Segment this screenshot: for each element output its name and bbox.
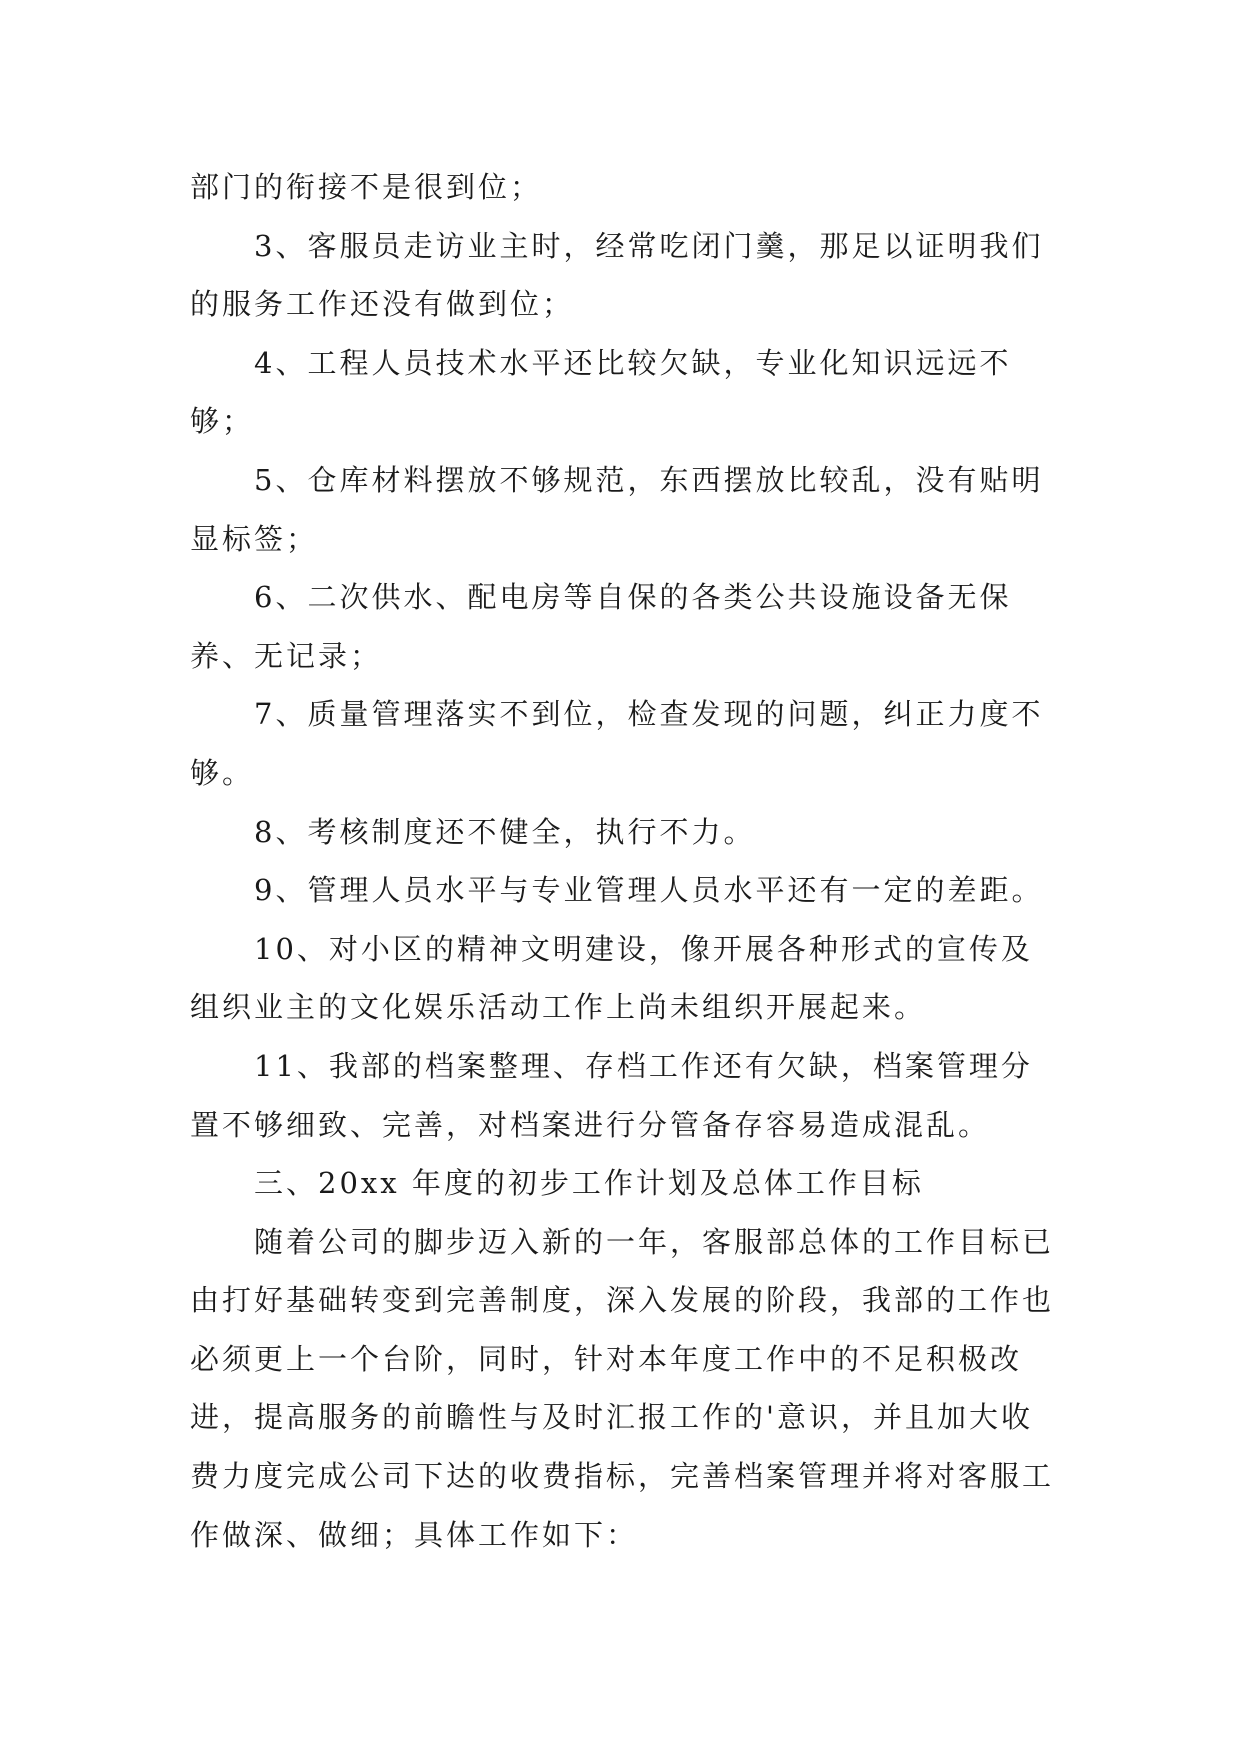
list-item-9: 9、管理人员水平与专业管理人员水平还有一定的差距。 — [254, 873, 1044, 908]
list-item-5: 5、仓库材料摆放不够规范，东西摆放比较乱，没有贴明显标签； — [190, 462, 1044, 556]
list-item-10: 10、对小区的精神文明建设，像开展各种形式的宣传及组织业主的文化娱乐活动工作上尚未组织开展起来。 — [190, 931, 1033, 1025]
document-body — [190, 158, 1060, 1564]
section-heading: 三、20xx 年度的初步工作计划及总体工作目标 — [254, 1166, 924, 1201]
list-item-8: 8、考核制度还不健全，执行不力。 — [254, 814, 756, 849]
body-paragraph: 随着公司的脚步迈入新的一年，客服部总体的工作目标已由打好基础转变到完善制度，深入发展的阶段，我部的工作也必须更上一个台阶，同时，针对本年度工作中的不足积极改进，提高服务的前瞻性与及时汇报工作的'意识，并且加大收费力度完成公司下达的收费指标，完善档案管理并将对客服工作做深、做细；具体工作如下： — [190, 1224, 1055, 1552]
list-item-6: 6、二次供水、配电房等自保的各类公共设施设备无保养、无记录； — [190, 580, 1012, 673]
paragraph-continuation: 部门的衔接不是很到位； — [190, 170, 543, 204]
list-item-11: 11、我部的档案整理、存档工作还有欠缺，档案管理分置不够细致、完善，对档案进行分管备存容易造成混乱。 — [190, 1048, 1033, 1142]
list-item-3: 3、客服员走访业主时，经常吃闭门羹，那足以证明我们的服务工作还没有做到位； — [190, 228, 1044, 322]
list-item-7: 7、质量管理落实不到位，检查发现的问题，纠正力度不够。 — [190, 697, 1044, 790]
list-item-4: 4、工程人员技术水平还比较欠缺，专业化知识远远不够； — [190, 345, 1012, 439]
